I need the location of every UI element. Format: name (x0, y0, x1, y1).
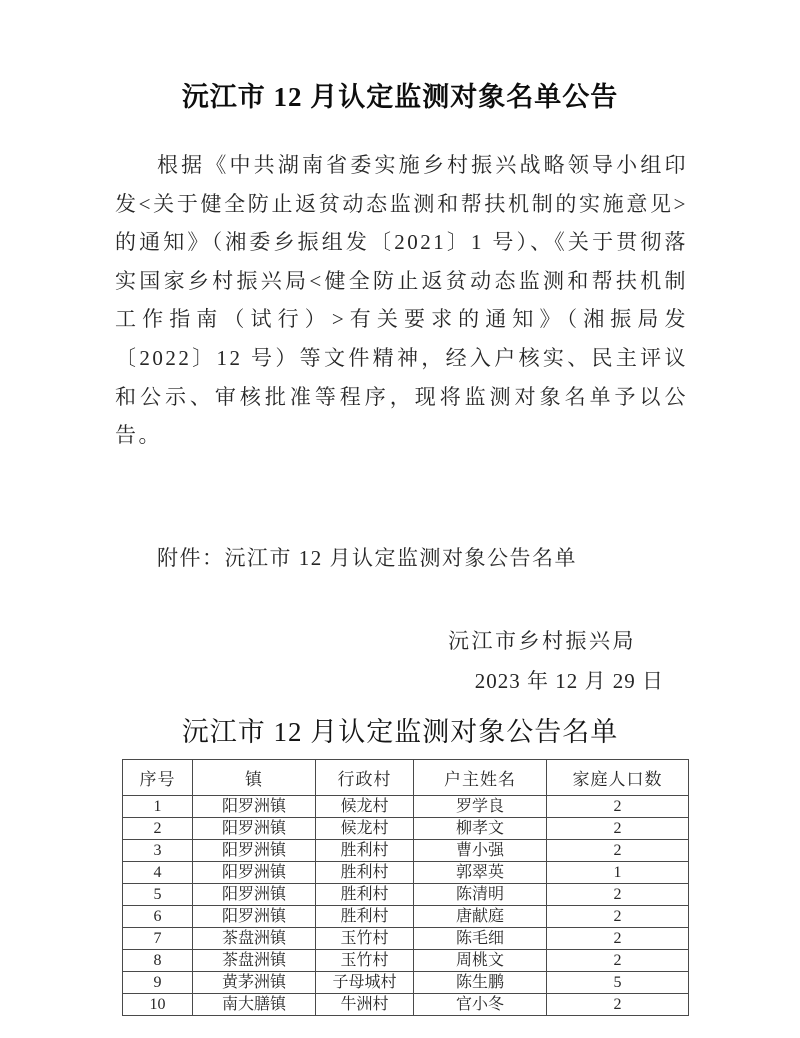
document-title: 沅江市 12 月认定监测对象名单公告 (181, 82, 619, 112)
table-row (123, 862, 689, 884)
table-cell: 牛洲村 (316, 994, 414, 1016)
table-cell: 2 (547, 796, 689, 818)
table-cell: 玉竹村 (316, 950, 414, 972)
table-cell: 1 (547, 862, 689, 884)
table-row (123, 796, 689, 818)
table-cell: 南大膳镇 (193, 994, 316, 1016)
column-header-3: 户主姓名 (414, 760, 547, 796)
table-cell: 柳孝文 (414, 818, 547, 840)
issue-date: 2023 年 12 月 29 日 (474, 669, 664, 694)
table-cell: 阳罗洲镇 (193, 818, 316, 840)
column-header-0: 序号 (123, 760, 193, 796)
attachment-line: 附件：沅江市 12 月认定监测对象公告名单 (157, 545, 577, 570)
table-cell: 胜利村 (316, 862, 414, 884)
table-cell: 阳罗洲镇 (193, 862, 316, 884)
table-cell: 胜利村 (316, 906, 414, 928)
table-cell: 10 (123, 994, 193, 1016)
roster-table-title: 沅江市 12 月认定监测对象公告名单 (181, 717, 619, 748)
table-cell: 阳罗洲镇 (193, 796, 316, 818)
table-cell: 曹小强 (414, 840, 547, 862)
table-cell: 2 (547, 994, 689, 1016)
table-cell: 子母城村 (316, 972, 414, 994)
table-row (123, 972, 689, 994)
issuer-signature: 沅江市乡村振兴局 (448, 629, 636, 654)
table-cell: 胜利村 (316, 840, 414, 862)
table-cell: 1 (123, 796, 193, 818)
body-paragraph: 根据《中共湖南省委实施乡村振兴战略领导小组印发<关于健全防止返贫动态监测和帮扶机制的实施意见>的通知》（湘委乡振组发〔2021〕1 号）、《关于贯彻落实国家乡村振兴局<健全防止返贫动态监测和帮扶机制工作指南（试行）>有关要求的通知》（湘振局发〔2022〕12 号）等文件精神，经入户核实、民主评议和公示、审核批准等程序，现将监测对象名单予以公告。 (115, 153, 688, 448)
table-cell: 2 (547, 906, 689, 928)
table-cell: 茶盘洲镇 (193, 928, 316, 950)
table-cell: 2 (547, 950, 689, 972)
column-header-1: 镇 (193, 760, 316, 796)
column-header-4: 家庭人口数 (547, 760, 689, 796)
table-cell: 玉竹村 (316, 928, 414, 950)
table-row (123, 928, 689, 950)
table-cell: 2 (547, 884, 689, 906)
table-cell: 阳罗洲镇 (193, 884, 316, 906)
table-row (123, 906, 689, 928)
table-header-row (123, 760, 689, 796)
table-cell: 候龙村 (316, 796, 414, 818)
table-row (123, 950, 689, 972)
column-header-2: 行政村 (316, 760, 414, 796)
table-row (123, 818, 689, 840)
table-cell: 茶盘洲镇 (193, 950, 316, 972)
table-cell: 5 (547, 972, 689, 994)
table-cell: 6 (123, 906, 193, 928)
table-cell: 陈毛细 (414, 928, 547, 950)
table-cell: 阳罗洲镇 (193, 906, 316, 928)
table-cell: 5 (123, 884, 193, 906)
table-cell: 胜利村 (316, 884, 414, 906)
table-cell: 4 (123, 862, 193, 884)
table-cell: 陈清明 (414, 884, 547, 906)
table-cell: 阳罗洲镇 (193, 840, 316, 862)
table-cell: 唐献庭 (414, 906, 547, 928)
table-cell: 2 (547, 818, 689, 840)
table-cell: 黄茅洲镇 (193, 972, 316, 994)
table-cell: 8 (123, 950, 193, 972)
table-cell: 3 (123, 840, 193, 862)
table-cell: 周桃文 (414, 950, 547, 972)
table-cell: 郭翠英 (414, 862, 547, 884)
monitoring-roster-table (122, 759, 689, 1016)
table-body (123, 796, 689, 1016)
table-cell: 2 (123, 818, 193, 840)
table-cell: 7 (123, 928, 193, 950)
table-row (123, 840, 689, 862)
table-cell: 候龙村 (316, 818, 414, 840)
table-cell: 2 (547, 928, 689, 950)
table-cell: 罗学良 (414, 796, 547, 818)
table-row (123, 884, 689, 906)
table-cell: 官小冬 (414, 994, 547, 1016)
table-cell: 陈生鹏 (414, 972, 547, 994)
signature-block (115, 621, 688, 701)
table-cell: 9 (123, 972, 193, 994)
table-row (123, 994, 689, 1016)
table-cell: 2 (547, 840, 689, 862)
